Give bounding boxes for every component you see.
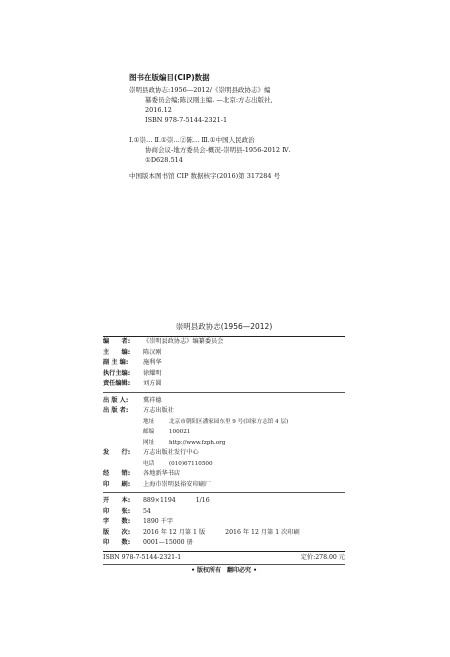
word-count-row xyxy=(103,517,345,528)
cip-line-5: Ⅰ.①崇… Ⅱ.①崇…②陈… Ⅲ.①中国人民政治 xyxy=(129,136,255,144)
executive-editor-label: 执行主编: xyxy=(103,369,131,377)
edition-row xyxy=(103,528,345,539)
postcode-key: 邮编 xyxy=(143,429,155,435)
isbn-price-row xyxy=(103,552,345,564)
retailer-value: 各地新华书店 xyxy=(143,470,181,477)
copyright-notice: • 版权所有 翻印必究 • xyxy=(191,566,257,574)
print-run-row xyxy=(103,538,345,549)
phone-key: 电话 xyxy=(143,460,155,467)
printer-label: 印 刷: xyxy=(103,480,131,488)
publisher-person-value: 冀祥德 xyxy=(143,396,162,404)
responsible-editor-label: 责任编辑: xyxy=(103,380,131,387)
chief-editor-value: 陈汉刚 xyxy=(143,348,162,356)
distributor-label: 发 行: xyxy=(103,449,131,456)
publisher-label: 出 版 者: xyxy=(103,407,129,414)
phone-value: (010)67110500 xyxy=(169,460,213,467)
cip-line-1: 崇明县政协志:1956—2012/《崇明县政协志》编 xyxy=(129,86,271,94)
format-value: 889×1194 xyxy=(143,497,176,504)
address-row xyxy=(103,417,345,428)
publisher-person-label: 出 版 人: xyxy=(103,396,129,404)
website-value: http://www.fzph.org xyxy=(169,439,226,446)
print-run-label: 印 数: xyxy=(103,539,131,546)
responsible-editor-row xyxy=(103,379,345,390)
executive-editor-value: 徐耀明 xyxy=(143,369,162,377)
cip-isbn: ISBN 978-7-5144-2321-1 xyxy=(145,116,228,124)
postcode-value: 100021 xyxy=(169,429,191,435)
chief-editor-label: 主 编: xyxy=(103,348,131,356)
editor-value: 《崇明县政协志》编纂委员会 xyxy=(143,338,224,345)
publisher-person-row xyxy=(103,396,345,407)
retailer-label: 经 销: xyxy=(103,470,131,477)
printer-row xyxy=(103,480,345,491)
edition-label: 版 次: xyxy=(103,528,131,536)
edition-value: 2016 年 12 月第 1 版 xyxy=(143,528,206,536)
word-count-label: 字 数: xyxy=(103,518,131,525)
format-extra: 1/16 xyxy=(195,497,210,504)
deputy-editor-value: 施利华 xyxy=(143,359,162,366)
address-key: 地址 xyxy=(143,418,155,425)
printing-value: 2016 年 12 月第 1 次印刷 xyxy=(225,528,300,536)
cip-catalog-note: 中国版本图书馆 CIP 数据核字(2016)第 317284 号 xyxy=(129,172,281,180)
executive-editor-row xyxy=(103,369,345,380)
price: 定价:278.00 元 xyxy=(300,553,345,561)
editor-label: 编 者: xyxy=(103,338,131,345)
cip-line-7: ①D628.514 xyxy=(145,156,183,164)
responsible-editor-value: 刘方圆 xyxy=(143,380,162,387)
book-title: 崇明县政协志(1956—2012) xyxy=(175,322,273,331)
sheets-row xyxy=(103,507,345,518)
distributor-value: 方志出版社发行中心 xyxy=(143,449,199,456)
deputy-editor-label: 副 主 编: xyxy=(103,359,129,366)
publisher-value: 方志出版社 xyxy=(143,407,174,414)
format-label: 开 本: xyxy=(103,497,131,504)
distributor-row xyxy=(103,448,345,459)
postcode-row xyxy=(103,427,345,438)
cip-heading: 图书在版编目(CIP)数据 xyxy=(129,73,210,82)
address-value: 北京市朝阳区潘家园东里 9 号(国家方志馆 4 层) xyxy=(169,418,289,425)
cip-line-3: 2016.12 xyxy=(145,106,172,114)
phone-row xyxy=(103,459,345,470)
cip-line-6: 协商会议-地方委员会-概况-崇明县-1956-2012 Ⅳ. xyxy=(145,146,291,154)
printer-value: 上海市崇明县裕安印刷厂 xyxy=(143,480,212,488)
copyright-block xyxy=(103,321,345,576)
publisher-row xyxy=(103,406,345,417)
word-count-value: 1890 千字 xyxy=(143,518,174,525)
sheets-label: 印 张: xyxy=(103,507,131,515)
chief-editor-row xyxy=(103,348,345,359)
print-run-value: 0001—15000 册 xyxy=(143,539,193,546)
retailer-row xyxy=(103,469,345,480)
sheets-value: 54 xyxy=(143,507,151,515)
deputy-editor-row xyxy=(103,358,345,369)
website-row xyxy=(103,438,345,449)
format-row xyxy=(103,496,345,507)
editor-row xyxy=(103,337,345,348)
cip-line-2: 纂委员会编;陈汉刚主编. —北京:方志出版社, xyxy=(145,96,273,104)
website-key: 网址 xyxy=(143,439,155,446)
isbn: ISBN 978-7-5144-2321-1 xyxy=(103,553,182,561)
